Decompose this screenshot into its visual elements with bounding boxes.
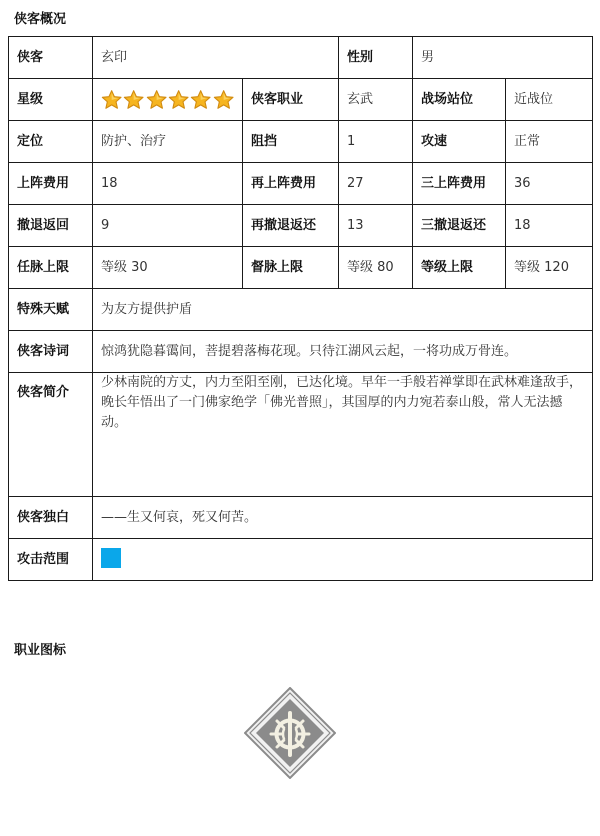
table-row bbox=[9, 331, 593, 373]
intro-value: 少林南院的方丈，内力至阳至刚，已达化境。早年一手般若禅掌即在武林难逢敌手，晚长年悟出了一门佛家绝学「佛光普照」，其国厚的内力宛若泰山般，常人无法撼动。 bbox=[93, 373, 593, 497]
monologue-value: ——生又何哀，死又何苦。 bbox=[93, 497, 593, 539]
redeploy-cost-value: 27 bbox=[339, 163, 413, 205]
poem-label: 侠客诗词 bbox=[9, 331, 93, 373]
third-retreat-refund-value: 18 bbox=[506, 205, 593, 247]
star-icon bbox=[168, 89, 189, 111]
table-row bbox=[9, 247, 593, 289]
star-icon bbox=[146, 89, 167, 111]
intro-label: 侠客简介 bbox=[9, 373, 93, 497]
star-rating-stars bbox=[101, 89, 234, 111]
table-row bbox=[9, 79, 593, 121]
table-row bbox=[9, 289, 593, 331]
retreat-refund-value: 9 bbox=[93, 205, 243, 247]
table-row bbox=[9, 205, 593, 247]
role-label: 定位 bbox=[9, 121, 93, 163]
star-label: 星级 bbox=[9, 79, 93, 121]
level-cap-label: 等级上限 bbox=[413, 247, 506, 289]
level-cap-value: 等级 120 bbox=[506, 247, 593, 289]
gender-label: 性别 bbox=[339, 37, 413, 79]
position-label: 战场站位 bbox=[413, 79, 506, 121]
hero-name: 玄印 bbox=[93, 37, 339, 79]
table-row bbox=[9, 163, 593, 205]
talent-label: 特殊天赋 bbox=[9, 289, 93, 331]
table-row bbox=[9, 373, 593, 497]
table-row bbox=[9, 539, 593, 581]
profession-value: 玄武 bbox=[339, 79, 413, 121]
retreat-refund-label: 撤退返回 bbox=[9, 205, 93, 247]
star-rating bbox=[93, 79, 243, 121]
attack-speed-value: 正常 bbox=[506, 121, 593, 163]
table-row bbox=[9, 497, 593, 539]
talent-value: 为友方提供护盾 bbox=[93, 289, 593, 331]
attack-range-icon bbox=[101, 548, 121, 568]
ren-meridian-label: 任脉上限 bbox=[9, 247, 93, 289]
star-icon bbox=[213, 89, 234, 111]
deploy-cost-label: 上阵费用 bbox=[9, 163, 93, 205]
third-deploy-cost-label: 三上阵费用 bbox=[413, 163, 506, 205]
re-retreat-refund-value: 13 bbox=[339, 205, 413, 247]
star-icon bbox=[101, 89, 122, 111]
xuanwu-class-icon bbox=[244, 687, 336, 779]
du-meridian-value: 等级 80 bbox=[339, 247, 413, 289]
block-label: 阻挡 bbox=[243, 121, 339, 163]
monologue-label: 侠客独白 bbox=[9, 497, 93, 539]
table-row bbox=[9, 37, 593, 79]
attack-range-value bbox=[93, 539, 593, 581]
deploy-cost-value: 18 bbox=[93, 163, 243, 205]
name-label: 侠客 bbox=[9, 37, 93, 79]
redeploy-cost-label: 再上阵费用 bbox=[243, 163, 339, 205]
poem-value: 惊鸿犹隐暮霭间，菩提碧落梅花现。只待江湖风云起，一将功成万骨连。 bbox=[93, 331, 593, 373]
role-value: 防护、治疗 bbox=[93, 121, 243, 163]
block-value: 1 bbox=[339, 121, 413, 163]
star-icon bbox=[190, 89, 211, 111]
attack-speed-label: 攻速 bbox=[413, 121, 506, 163]
class-icon-section-title: 职业图标 bbox=[14, 643, 67, 658]
gender-value: 男 bbox=[413, 37, 593, 79]
third-deploy-cost-value: 36 bbox=[506, 163, 593, 205]
table-row bbox=[9, 121, 593, 163]
overview-section-title: 侠客概况 bbox=[14, 12, 67, 27]
profession-label: 侠客职业 bbox=[243, 79, 339, 121]
star-icon bbox=[123, 89, 144, 111]
ren-meridian-value: 等级 30 bbox=[93, 247, 243, 289]
hero-info-table bbox=[8, 36, 593, 581]
position-value: 近战位 bbox=[506, 79, 593, 121]
attack-range-label: 攻击范围 bbox=[9, 539, 93, 581]
re-retreat-refund-label: 再撤退返还 bbox=[243, 205, 339, 247]
third-retreat-refund-label: 三撤退返还 bbox=[413, 205, 506, 247]
du-meridian-label: 督脉上限 bbox=[243, 247, 339, 289]
